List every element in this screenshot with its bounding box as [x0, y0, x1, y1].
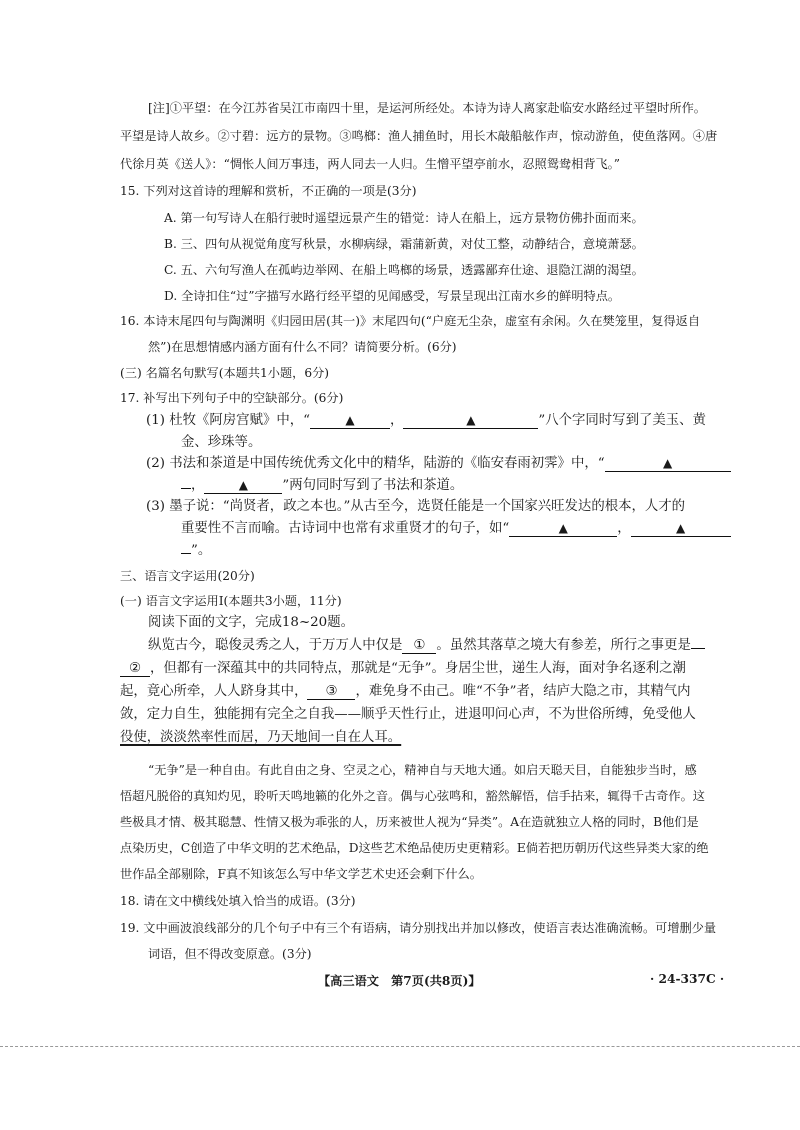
q17-item-3: (3) 墨子说：“尚贤者，政之本也。”从古至今，选贤任能是一个国家兴旺发达的根本，人才的: [146, 499, 686, 514]
triangle-mark: ▲: [345, 413, 355, 427]
passage-p1-line-5: 役使，淡淡然率性而居，乃天地间一自在人耳。: [120, 730, 402, 745]
q19-line-2: 词语，但不得改变原意。(3分): [148, 947, 312, 961]
passage-p1-text-e: ，难免身不由己。唯“不争”者，结庐大隐之市，其精气内: [355, 684, 691, 699]
passage-p1-line-3: [120, 683, 691, 701]
passage-p2-line-1: “无争”是一种自由。有此自由之身、空灵之心，精神自与天地大通。如启天聪天目，自能独步当时，感: [148, 763, 697, 777]
q17-stem: 17. 补写出下列句子中的空缺部分。(6分): [120, 391, 344, 405]
q17-item-1: [146, 412, 706, 430]
passage-p1-text-f: 敛，定力自生，独能拥有完全之自我——顺乎天性行止，进退叩问心声，不为世俗所缚，免受他人: [120, 707, 696, 722]
passage-p2-line-4: 点染历史，C创造了中华文明的艺术绝品，D这些艺术绝品使历史更精彩。E倘若把历朝历代这些异类大家的绝: [120, 841, 709, 855]
q17-item-2-cont: [181, 477, 463, 495]
blank-2-start: [691, 648, 705, 649]
section-recitation-header: (三) 名篇名句默写(本题共1小题，6分): [120, 366, 330, 380]
q17-blank-3b-tail: [181, 553, 191, 554]
passage-p1-text-a: 纵览古今，聪俊灵秀之人，于万万人中仅是: [148, 638, 403, 653]
passage-p2-line-2: 悟超凡脱俗的真知灼见，聆听天鸣地籁的化外之音。偶与心弦鸣和，豁然解悟，信手拈来，辄得千古奇作。这: [120, 789, 705, 803]
q15-option-a: A. 第一句写诗人在船行驶时遥望远景产生的错觉：诗人在船上，远方景物仿佛扑面而来。: [164, 211, 644, 225]
footer-page-info: 【高三语文 第7页(共8页)】: [318, 974, 481, 988]
q15-stem: 15. 下列对这首诗的理解和赏析，不正确的一项是(3分): [120, 184, 417, 198]
passage-intro: 阅读下面的文字，完成18~20题。: [148, 615, 354, 630]
q17-item-3-closing: ”。: [191, 543, 212, 558]
passage-p1-text-b: 。虽然其落草之境大有参差，所行之事更是: [436, 638, 691, 653]
q17-blank-2b[interactable]: [204, 478, 282, 494]
triangle-mark: ▲: [662, 456, 673, 470]
passage-p1-line-2: [120, 660, 686, 678]
note-line-1: [注]①平望：在今江苏省吴江市南四十里，是运河所经处。本诗为诗人离家赴临安水路经过平望时所作。: [148, 101, 706, 115]
section-language-header: 三、语言文字运用(20分): [120, 569, 255, 583]
q15-option-c: C. 五、六句写渔人在孤屿边举网、在船上鸣榔的场景，透露鄙弃仕途、退隐江湖的渴望。: [164, 263, 644, 277]
passage-p1-text-d: 起，竟心所牵，人人跻身其中，: [120, 684, 308, 699]
blank-1[interactable]: [402, 639, 436, 654]
q17-item-2-text-a: (2) 书法和茶道是中国传统优秀文化中的精华，陆游的《临安春雨初霁》中，“: [146, 456, 605, 471]
triangle-mark: ▲: [466, 413, 476, 427]
note-line-3: 代徐月英《送人》：“惆怅人间万事违，两人同去一人归。生憎平望亭前水，忍照鸳鸯相背飞。”: [120, 157, 620, 171]
q15-option-d: D. 全诗扣住“过”字描写水路行经平望的见闻感受，写景呈现出江南水乡的鲜明特点。: [164, 289, 621, 303]
q17-blank-2a[interactable]: [605, 456, 731, 472]
q18-stem: 18. 请在文中横线处填入恰当的成语。(3分): [120, 894, 356, 908]
footer-code: · 24-337C ·: [650, 972, 725, 986]
triangle-mark: ▲: [676, 521, 686, 535]
triangle-mark: ▲: [238, 478, 248, 492]
q17-blank-1a[interactable]: [310, 413, 390, 429]
passage-p1-line-4: [120, 706, 696, 724]
q17-item-1-cont: 金、珍珠等。: [181, 435, 262, 450]
blank-1-marker: ①: [413, 638, 426, 653]
q17-item-3-end: [181, 542, 211, 560]
q17-item-3-cont: [181, 520, 731, 538]
q17-item-1-comma: ，: [389, 413, 404, 428]
q17-item-1-text-c: ”八个字同时写到了美玉、黄: [538, 413, 706, 428]
q17-item-3-text-b: 重要性不言而喻。古诗词中也常有求重贤才的句子，如“: [181, 521, 510, 536]
q17-blank-3b[interactable]: [631, 521, 731, 537]
q17-item-2-comma: ，: [191, 478, 205, 493]
blank-3[interactable]: [307, 685, 355, 700]
q17-blank-2a-tail: [181, 488, 191, 489]
q17-blank-3a[interactable]: [509, 521, 617, 537]
q16-line-2: 然”)在思想情感内涵方面有什么不同？请简要分析。(6分): [148, 340, 457, 354]
passage-p2-line-3: 些极具才情、极其聪慧、性情又极为乖张的人，历来被世人视为“异类”。A在造就独立人格的同时，B他们是: [120, 815, 699, 829]
q17-item-1-text-a: (1) 杜牧《阿房宫赋》中，“: [146, 413, 310, 428]
bottom-divider: [0, 1046, 800, 1047]
note-line-2: 平望是诗人故乡。②寸碧：远方的景物。③鸣榔：渔人捕鱼时，用长木敲船舷作声，惊动游鱼，使鱼落网。④唐: [120, 129, 718, 143]
triangle-mark: ▲: [558, 521, 568, 535]
q16-line-1: 16. 本诗末尾四句与陶渊明《归园田居(其一)》末尾四句(“户庭无尘杂，虚室有余闲。久在樊笼里，复得返自: [120, 314, 701, 328]
q17-item-3-comma: ，: [617, 521, 631, 536]
passage-p1-line-1: [148, 637, 705, 655]
blank-2[interactable]: [120, 662, 150, 677]
passage-p1-text-c: ，但都有一深蕴其中的共同特点，那就是“无争”。身居尘世，递生人海，面对争名逐利之潮: [150, 661, 686, 676]
blank-3-marker: ③: [325, 684, 338, 699]
q15-option-b: B. 三、四句从视觉角度写秋景，水柳病绿，霜蒲新黄，对仗工整，动静结合，意境萧瑟。: [164, 237, 644, 251]
q17-item-2-text-c: ”两句同时写到了书法和茶道。: [282, 478, 464, 493]
blank-2-marker: ②: [128, 661, 141, 676]
q19-line-1: 19. 文中画波浪线部分的几个句子中有三个有语病，请分别找出并加以修改，使语言表达准确流畅。可增删少量: [120, 921, 717, 935]
passage-p2-line-5: 世作品全部剔除，F真不知该怎么写中华文学艺术史还会剩下什么。: [120, 867, 482, 881]
q17-item-2: [146, 455, 731, 473]
section-language-1-header: (一) 语言文字运用Ⅰ(本题共3小题，11分): [120, 594, 342, 608]
q17-blank-1b[interactable]: [403, 413, 538, 429]
